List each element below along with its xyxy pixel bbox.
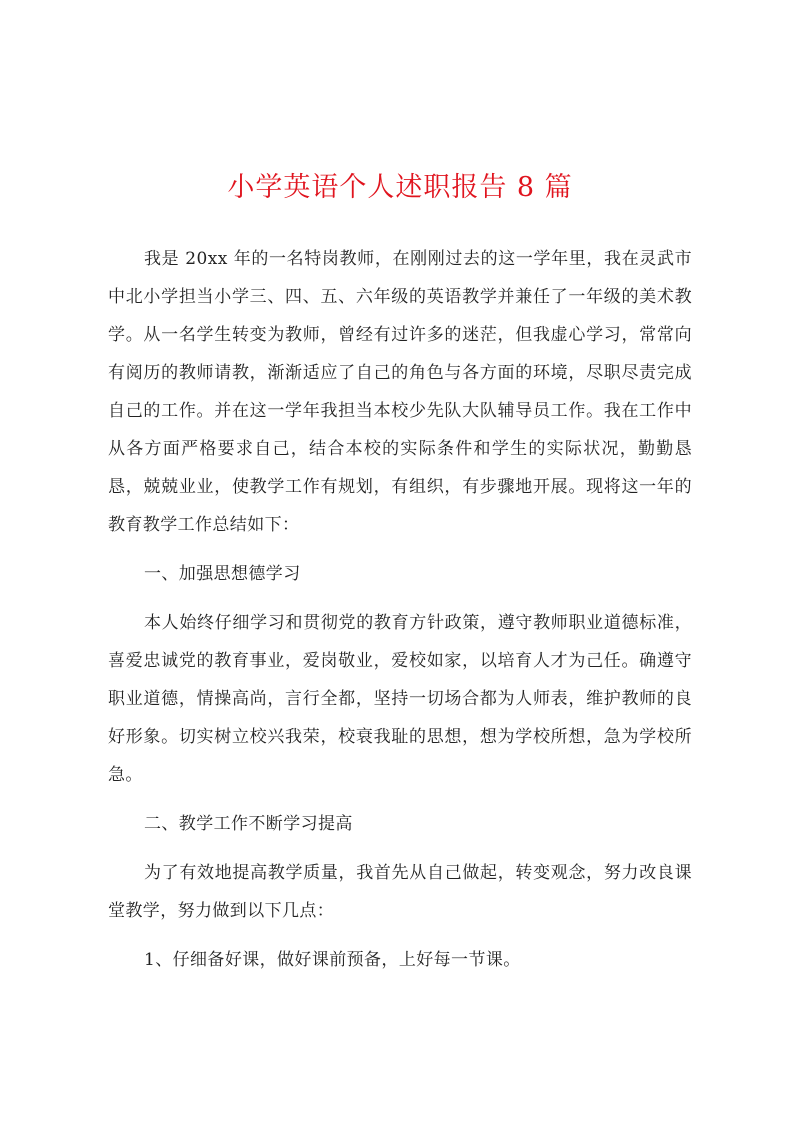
- intro-paragraph: 我是 20xx 年的一名特岗教师，在刚刚过去的这一学年里，我在灵武市中北小学担当小学三、四、五、六年级的英语教学并兼任了一年级的美术教学。从一名学生转变为教师，曾经有过许多的迷茫，但我虚心学习，常常向有阅历的教师请教，渐渐适应了自己的角色与各方面的环境，尽职尽责完成自己的工作。并在这一学年我担当本校少先队大队辅导员工作。我在工作中从各方面严格要求自己，结合本校的实际条件和学生的实际状况，勤勤恳恳，兢兢业业，使教学工作有规划，有组织，有步骤地开展。现将这一年的教育教学工作总结如下：: [108, 249, 692, 535]
- document-title: 小学英语个人述职报告 8 篇: [227, 172, 573, 203]
- section-1-paragraph: 本人始终仔细学习和贯彻党的教育方针政策，遵守教师职业道德标准，喜爱忠诚党的教育事业，爱岗敬业，爱校如家，以培育人才为己任。确遵守职业道德，情操高尚，言行全都，坚持一切场合都为人师表，维护教师的良好形象。切实树立校兴我荣，校衰我耻的思想，想为学校所想，急为学校所急。: [108, 613, 692, 785]
- section-2-paragraph: 为了有效地提高教学质量，我首先从自己做起，转变观念，努力改良课堂教学，努力做到以下几点：: [108, 863, 692, 921]
- section-heading-2: 二、教学工作不断学习提高: [144, 814, 353, 834]
- list-item-1: 1、仔细备好课，做好课前预备，上好每一节课。: [144, 950, 521, 970]
- document-body: [108, 240, 692, 990]
- section-heading-1: 一、加强思想德学习: [144, 564, 301, 584]
